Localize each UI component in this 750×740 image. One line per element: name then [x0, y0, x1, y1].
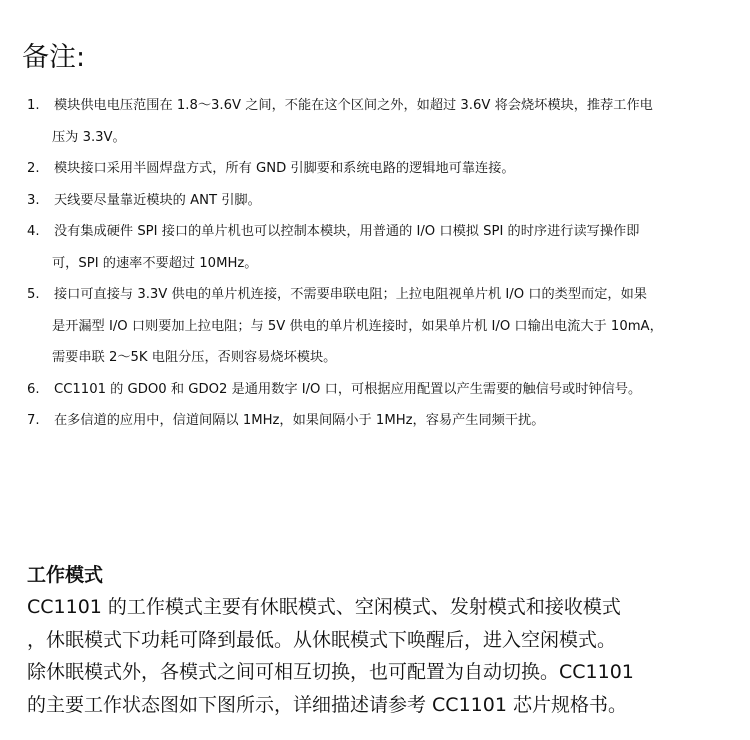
note-text-line: 压为 3.3V。: [52, 129, 126, 145]
work-mode-line: 的主要工作状态图如下图所示，详细描述请参考 CC1101 芯片规格书。: [27, 693, 627, 716]
notes-title: 备注:: [22, 42, 86, 73]
note-number: 4.: [27, 224, 40, 239]
note-text-line: 在多信道的应用中，信道间隔以 1MHz，如果间隔小于 1MHz，容易产生同频干扰。: [54, 413, 545, 428]
note-text-line: 接口可直接与 3.3V 供电的单片机连接，不需要串联电阻；上拉电阻视单片机 I/O 口的类型而定，如果: [54, 287, 647, 302]
note-number: 2.: [27, 161, 40, 176]
note-number: 3.: [27, 192, 40, 208]
work-mode-heading: 工作模式: [27, 564, 104, 586]
notes-list: [0, 90, 750, 437]
note-item-7: [0, 405, 750, 437]
work-mode-section: [27, 559, 742, 721]
note-item-4: [0, 216, 750, 279]
note-item-2: [0, 153, 750, 185]
work-mode-line: ，休眠模式下功耗可降到最低。从休眠模式下唤醒后，进入空闲模式。: [27, 628, 617, 651]
note-number: 5.: [27, 287, 40, 302]
note-number: 7.: [27, 413, 40, 428]
work-mode-line: 除休眠模式外，各模式之间可相互切换，也可配置为自动切换。CC1101: [27, 661, 634, 683]
note-item-6: [0, 374, 750, 406]
note-text-line: 模块接口采用半圆焊盘方式，所有 GND 引脚要和系统电路的逻辑地可靠连接。: [54, 161, 515, 176]
note-item-5: [0, 279, 750, 374]
note-text-line: 是开漏型 I/O 口则要加上拉电阻；与 5V 供电的单片机连接时，如果单片机 I/O 口输出电流大于 10mA，: [52, 318, 663, 334]
note-text-line: 需要串联 2～5K 电阻分压，否则容易烧坏模块。: [52, 350, 337, 365]
note-number: 1.: [27, 98, 40, 113]
work-mode-line: CC1101 的工作模式主要有休眠模式、空闲模式、发射模式和接收模式: [27, 596, 621, 618]
note-text-line: 模块供电电压范围在 1.8～3.6V 之间，不能在这个区间之外，如超过 3.6V 将会烧坏模块，推荐工作电: [54, 98, 653, 113]
note-number: 6.: [27, 381, 40, 397]
note-text-line: CC1101 的 GDO0 和 GDO2 是通用数字 I/O 口，可根据应用配置以产生需要的触信号或时钟信号。: [54, 381, 642, 397]
note-item-1: [0, 90, 750, 153]
work-mode-paragraph: [27, 591, 742, 721]
note-item-3: [0, 185, 750, 217]
note-text-line: 可，SPI 的速率不要超过 10MHz。: [52, 255, 258, 271]
note-text-line: 没有集成硬件 SPI 接口的单片机也可以控制本模块，用普通的 I/O 口模拟 SPI 的时序进行读写操作即: [54, 224, 640, 239]
note-text-line: 天线要尽量靠近模块的 ANT 引脚。: [54, 192, 261, 208]
